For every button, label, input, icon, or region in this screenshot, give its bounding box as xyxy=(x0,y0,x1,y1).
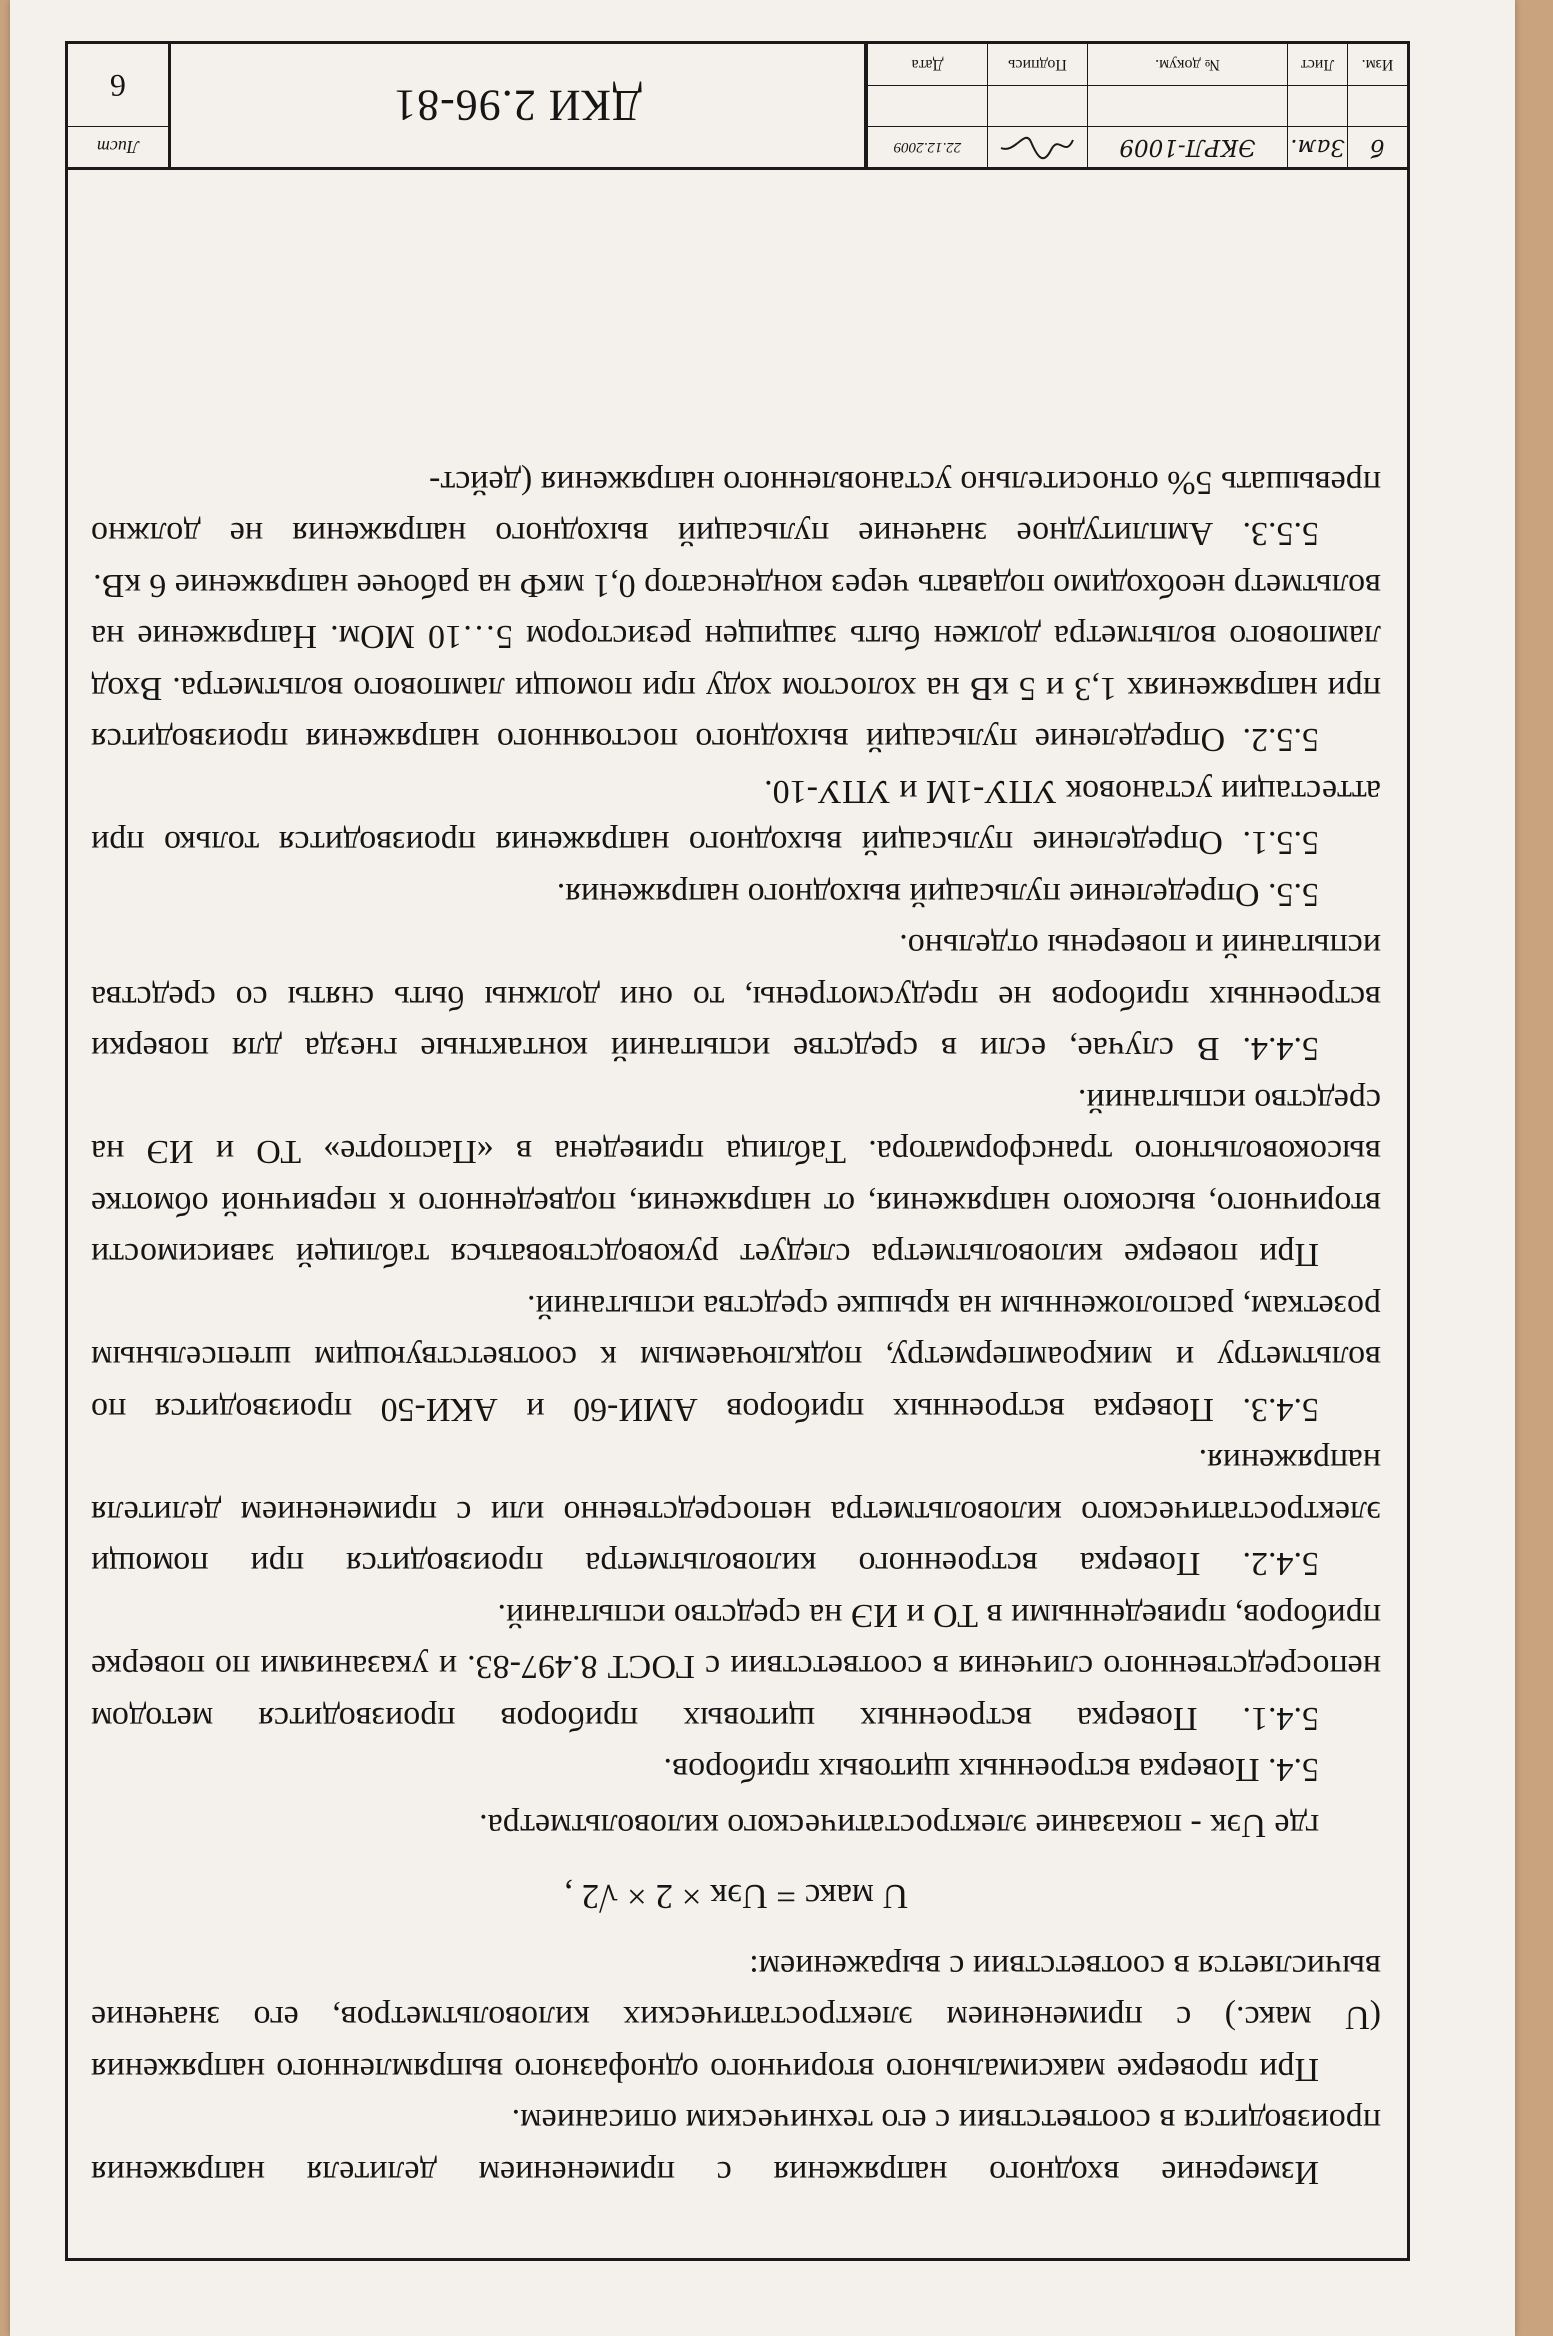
formula: U макс = Uэк × 2 × √2 , xyxy=(564,1877,908,1917)
paragraph-5-5-2: 5.5.2. Определение пульсаций выходного постоянного напряжения производится при напряжениях 1,3 и 5 кВ на холостом ходу при помощи лампового вольтметра. Вход лампового вольтметра должен быть защищен резистором 5…10 МОм. Напряжение на вольтметр необходимо подавать через конденсатор 0,1 мкФ на рабочее напряжение 6 кВ. xyxy=(91,567,1381,759)
hdr-doc-no: № докум. xyxy=(1087,44,1287,85)
document-body xyxy=(91,457,1381,2199)
rev-signature xyxy=(987,126,1087,167)
paragraph-5-5-3: 5.5.3. Амплитудное значение пульсаций выходного напряжения не должно превышать 5% относительно установленного напряжения (дейст- xyxy=(91,464,1381,553)
paragraph-5-4-4: 5.4.4. В случае, если в средстве испытаний контактные гнезда для поверки встроенных приборов не предусмотрены, то они должны быть сняты со средства испытаний и поверены отдельно. xyxy=(91,927,1381,1068)
paragraph-5-4-2: 5.4.2. Поверка встроенного киловольтметра производится при помощи электростатического киловольтметра непосредственно или с применением делителя напряжения. xyxy=(91,1442,1381,1583)
signature-mark xyxy=(998,132,1078,162)
sheet-number-box xyxy=(68,44,168,167)
title-block xyxy=(68,44,1407,170)
revision-headers xyxy=(867,44,1407,85)
paragraph-5-5-1: 5.5.1. Определение пульсаций выходного напряжения производится только при аттестации установок УПУ-1М и УПУ-10. xyxy=(91,773,1381,862)
formula-note: где Uэк - показание электростатического киловольтметра. xyxy=(479,1807,1319,1844)
paragraph: При проверке максимального вторичного однофазного выпрямленного напряжения (U макс.) с применением электростатических киловольтметров, его значение вычисляется в соответствии с выражением: xyxy=(91,1948,1381,2088)
paragraph-5-4-1: 5.4.1. Поверка встроенных щитовых приборов производится методом непосредственного сличения в соответствии с ГОСТ 8.497-83. и указаниями по поверке приборов, приведенными в ТО и ИЭ на средство испытаний. xyxy=(91,1597,1381,1737)
section-heading-5-4: 5.4. Поверка встроенных щитовых приборов. xyxy=(663,1751,1319,1789)
page-frame xyxy=(65,41,1410,2261)
section-heading-5-5: 5.5. Определение пульсаций выходного напряжения. xyxy=(556,876,1319,913)
hdr-signature: Подпись xyxy=(987,44,1087,85)
sheet-number: 6 xyxy=(110,68,126,105)
revision-table xyxy=(864,44,1407,167)
rev-izm: б xyxy=(1347,126,1407,167)
document-page xyxy=(10,0,1515,2336)
hdr-izm: Изм. xyxy=(1347,44,1407,85)
hdr-date: Дата xyxy=(867,44,987,85)
rev-date: 22.12.2009 xyxy=(867,126,987,167)
paragraph-5-4-3b: При поверке киловольтметра следует руководствоваться таблицей зависимости вторичного, высокого напряжения, от напряжения, подведенного к первичной обмотке высоковольтного трансформатора. Таблица приведена в «Паспорте» ТО и ИЭ на средство испытаний. xyxy=(91,1082,1381,1274)
hdr-list: Лист xyxy=(1287,44,1347,85)
paragraph-5-4-3: 5.4.3. Поверка встроенных приборов АМИ-60 и АКИ-50 производится по вольтметру и микроамперметру, подключаемым к соответствующим штепсельным розеткам, расположенным на крышке средства испытаний. xyxy=(91,1288,1381,1428)
rev-doc-no: ЭКРЛ-1009 xyxy=(1087,126,1287,167)
sheet-label: Лист xyxy=(68,126,168,167)
paragraph: Измерение входного напряжения с применением делителя напряжения производится в соответствии с его техническим описанием. xyxy=(91,2102,1381,2191)
document-designation: ДКИ 2.96-81 xyxy=(168,44,864,167)
rev-list: Зам. xyxy=(1287,126,1347,167)
